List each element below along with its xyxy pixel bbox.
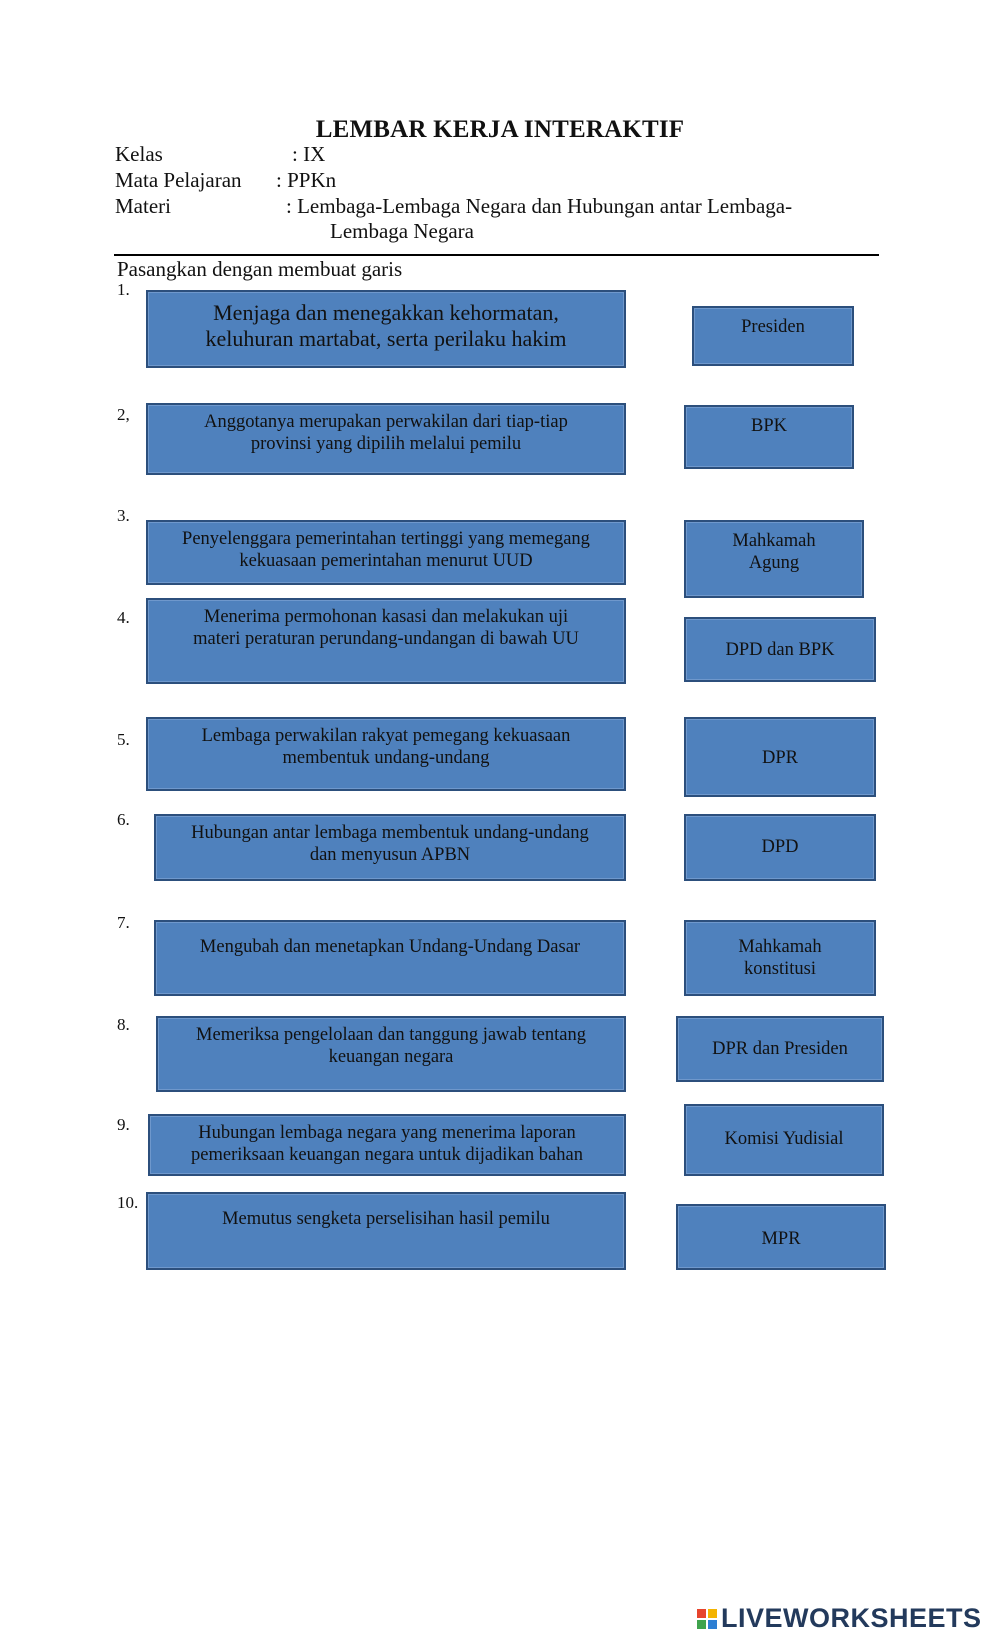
answer-text: DPR dan Presiden <box>712 1039 848 1059</box>
question-text-line: materi peraturan perundang-undangan di bawah UU <box>193 629 579 650</box>
question-box-4[interactable] <box>146 598 626 684</box>
kelas-value: : IX <box>292 142 326 166</box>
question-text-line: Menjaga dan menegakkan kehormatan, <box>213 300 559 325</box>
question-text-line: Memeriksa pengelolaan dan tanggung jawab tentang <box>196 1025 586 1045</box>
materi-value-line1: : Lembaga-Lembaga Negara dan Hubungan antar Lembaga- <box>286 194 793 218</box>
question-text-line: keluhuran martabat, serta perilaku hakim <box>205 326 567 352</box>
answer-text: Presiden <box>741 317 805 337</box>
question-number: 5. <box>117 730 130 749</box>
question-number: 8. <box>117 1015 130 1034</box>
question-text-line: Hubungan antar lembaga membentuk undang-undang <box>191 823 589 843</box>
answer-box-dpd[interactable] <box>684 814 876 881</box>
question-text-line: dan menyusun APBN <box>309 845 471 866</box>
question-text-line: Menerima permohonan kasasi dan melakukan uji <box>203 607 569 627</box>
answer-text-line: Mahkamah <box>738 937 822 957</box>
answer-box-mpr[interactable] <box>676 1204 886 1270</box>
answer-box-presiden[interactable] <box>692 306 854 366</box>
answer-text: DPD dan BPK <box>725 640 835 660</box>
question-text-line: Mengubah dan menetapkan Undang-Undang Dasar <box>199 937 581 957</box>
question-number: 2, <box>117 405 130 424</box>
question-text-line: Anggotanya merupakan perwakilan dari tiap-tiap <box>204 412 568 432</box>
answer-text: DPD <box>761 837 799 857</box>
watermark-text: LIVEWORKSHEETS <box>721 1603 982 1633</box>
header-divider <box>114 254 879 256</box>
liveworksheets-logo-icon <box>697 1609 717 1629</box>
question-text-line: Lembaga perwakilan rakyat pemegang kekuasaan <box>201 726 571 746</box>
mapel-label: Mata Pelajaran <box>115 168 242 192</box>
answer-box-dpr-dan-presiden[interactable] <box>676 1016 884 1082</box>
question-text-line: Hubungan lembaga negara yang menerima laporan <box>198 1123 576 1143</box>
question-box-9[interactable] <box>148 1114 626 1176</box>
kelas-label: Kelas <box>115 142 163 166</box>
question-text-line: keuangan negara <box>328 1047 454 1068</box>
question-box-8[interactable] <box>156 1016 626 1092</box>
answer-box-dpd-dan-bpk[interactable] <box>684 617 876 682</box>
question-text-line: provinsi yang dipilih melalui pemilu <box>250 434 522 455</box>
answer-text-line: Agung <box>748 553 800 574</box>
answer-text: DPR <box>762 748 798 768</box>
answer-box-bpk[interactable] <box>684 405 854 469</box>
question-box-6[interactable] <box>154 814 626 881</box>
instruction-text: Pasangkan dengan membuat garis <box>117 257 403 281</box>
question-number: 9. <box>117 1115 130 1134</box>
question-text-line: Penyelenggara pemerintahan tertinggi yang memegang <box>182 529 590 549</box>
question-number: 7. <box>117 913 130 932</box>
question-number: 10. <box>117 1193 139 1212</box>
question-box-7[interactable] <box>154 920 626 996</box>
question-text-line: pemeriksaan keuangan negara untuk dijadikan bahan <box>191 1145 583 1166</box>
worksheet-title: LEMBAR KERJA INTERAKTIF <box>315 116 685 143</box>
question-text-line: Memutus sengketa perselisihan hasil pemilu <box>222 1209 550 1229</box>
answer-text-line: konstitusi <box>744 959 816 980</box>
answer-text: BPK <box>751 416 787 436</box>
mapel-value: : PPKn <box>276 168 337 192</box>
question-box-1[interactable] <box>146 290 626 368</box>
liveworksheets-watermark <box>697 1603 982 1634</box>
answer-text-line: Mahkamah <box>732 531 816 551</box>
answer-box-mahkamah-konstitusi[interactable] <box>684 920 876 996</box>
answer-text: Komisi Yudisial <box>724 1129 844 1149</box>
question-text-line: membentuk undang-undang <box>282 748 490 769</box>
answer-box-dpr[interactable] <box>684 717 876 797</box>
question-number: 6. <box>117 810 130 829</box>
answer-box-komisi-yudisial[interactable] <box>684 1104 884 1176</box>
question-number: 1. <box>117 280 130 299</box>
answer-text: MPR <box>761 1229 801 1249</box>
question-box-3[interactable] <box>146 520 626 585</box>
materi-label: Materi <box>115 194 171 218</box>
question-text-line: kekuasaan pemerintahan menurut UUD <box>239 551 533 572</box>
question-box-5[interactable] <box>146 717 626 791</box>
materi-value-line2: Lembaga Negara <box>330 219 474 243</box>
answer-box-mahkamah-agung[interactable] <box>684 520 864 598</box>
question-number: 4. <box>117 608 130 627</box>
question-number: 3. <box>117 506 130 525</box>
question-box-2[interactable] <box>146 403 626 475</box>
question-box-10[interactable] <box>146 1192 626 1270</box>
